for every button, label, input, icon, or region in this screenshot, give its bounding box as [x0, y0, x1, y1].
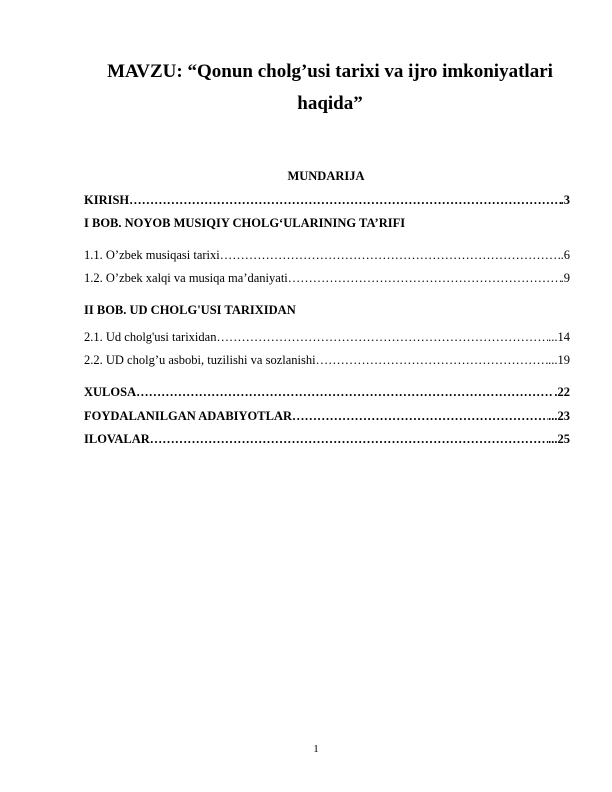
toc-entry-2-1 [84, 330, 570, 345]
document-title-line-1: MAVZU: “Qonun cholg’usi tarixi va ijro imkoniyatlari [107, 61, 553, 82]
toc-chapter-1: I BOB. NOYOB MUSIQIY CHOLG‘ULARINING TA’RIFI [84, 216, 406, 230]
toc-entry-page: .22 [554, 385, 570, 399]
toc-leader-dots [216, 330, 548, 345]
toc-chapter-2: II BOB. UD CHOLG'USI TARIXIDAN [84, 303, 296, 317]
toc-entry-page: ...19 [548, 353, 570, 367]
toc-entry-adabiyotlar [84, 409, 570, 424]
toc-leader-dots [150, 432, 548, 447]
toc-entry-label: 2.1. Ud cholg'usi tarixidan [84, 330, 217, 344]
toc-entry-kirish [84, 193, 570, 208]
toc-entry-page: .3 [560, 193, 570, 207]
toc-entry-label: 2.2. UD cholg’u asbobi, tuzilishi va sozlanishi [84, 353, 316, 367]
toc-entry-label: 1.1. O’zbek musiqasi tarixi [84, 248, 220, 262]
toc-leader-dots [316, 353, 549, 368]
toc-entry-xulosa [84, 385, 570, 400]
toc-leader-dots [220, 248, 561, 263]
page-number: 1 [313, 743, 319, 755]
toc-entry-label: 1.2. O’zbek xalqi va musiqa ma’daniyati [84, 271, 288, 285]
document-title-line-2: haqida” [297, 93, 363, 114]
toc-entry-label: KIRISH [84, 193, 130, 207]
toc-entry-2-2 [84, 353, 570, 368]
toc-leader-dots [129, 193, 560, 208]
toc-entry-label: XULOSA [84, 385, 137, 399]
toc-entry-label: ILOVALAR [84, 432, 150, 446]
toc-entry-page: ...14 [548, 330, 570, 344]
toc-leader-dots [136, 385, 554, 400]
toc-entry-1-2 [84, 271, 570, 286]
toc-leader-dots [292, 409, 548, 424]
toc-entry-1-1 [84, 248, 570, 263]
toc-entry-label: FOYDALANILGAN ADABIYOTLAR [84, 409, 293, 423]
toc-entry-page: ...25 [548, 432, 570, 446]
toc-entry-page: ...23 [548, 409, 570, 423]
toc-entry-page: .9 [560, 271, 570, 285]
toc-leader-dots [288, 271, 561, 286]
toc-entry-page: .6 [560, 248, 570, 262]
toc-heading: MUNDARIJA [287, 169, 365, 183]
toc-entry-ilovalar [84, 432, 570, 447]
